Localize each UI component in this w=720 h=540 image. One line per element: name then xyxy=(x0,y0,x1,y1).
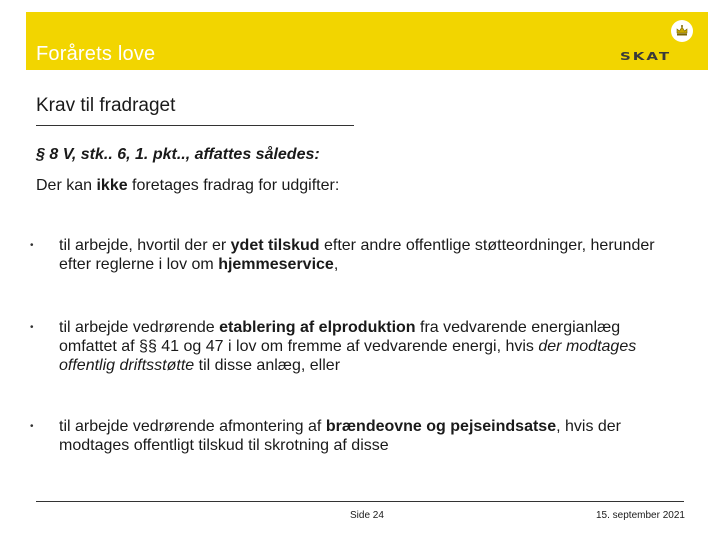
footer-date: 15. september 2021 xyxy=(596,510,685,521)
text-run: til arbejde vedrørende afmontering af xyxy=(59,418,326,435)
bullet-text xyxy=(59,236,680,274)
intro-prefix: Der kan xyxy=(36,177,97,194)
footer-divider xyxy=(36,501,684,502)
bold-run: etablering af elproduktion xyxy=(219,319,416,336)
list-item xyxy=(30,236,680,274)
italic-run: der modtages offentlig driftsstøtte xyxy=(59,338,637,374)
bullet-icon: • xyxy=(30,322,34,333)
intro-text xyxy=(36,177,339,195)
subtitle-divider xyxy=(36,125,354,126)
page-number: Side 24 xyxy=(350,510,384,521)
bullet-text xyxy=(59,318,680,375)
list-item xyxy=(30,417,680,455)
bold-run: brændeovne og pejseindsatse xyxy=(325,418,557,435)
section-subtitle: Krav til fradraget xyxy=(36,95,176,116)
bullet-icon: • xyxy=(30,240,34,251)
list-item xyxy=(30,318,680,375)
intro-bold: ikke xyxy=(96,177,128,194)
text-run: , hvis der modtages offentligt tilskud til skrotning af disse xyxy=(59,418,622,454)
law-reference: § 8 V, stk.. 6, 1. pkt.., affattes således: xyxy=(36,146,320,163)
bullet-text xyxy=(59,417,680,455)
intro-suffix: foretages fradrag for udgifter: xyxy=(127,177,340,194)
text-run: efter andre offentlige støtteordninger, herunder efter reglerne i lov om xyxy=(59,237,655,273)
crown-icon xyxy=(671,20,693,42)
text-run: til arbejde, hvortil der er xyxy=(59,237,231,254)
skat-logo: SKAT xyxy=(620,50,672,63)
page-title: Forårets love xyxy=(36,43,156,65)
text-run: til disse anlæg, eller xyxy=(194,357,341,374)
bold-run: hjemmeservice xyxy=(218,256,334,273)
text-run: , xyxy=(333,256,339,273)
bullet-icon: • xyxy=(30,421,34,432)
header-bar xyxy=(26,12,708,70)
text-run: til arbejde vedrørende xyxy=(59,319,220,336)
bold-run: ydet tilskud xyxy=(230,237,320,254)
text-run: fra vedvarende energianlæg omfattet af §§ 41 og 47 i lov om fremme af vedvarende energi, hvis xyxy=(59,319,621,355)
